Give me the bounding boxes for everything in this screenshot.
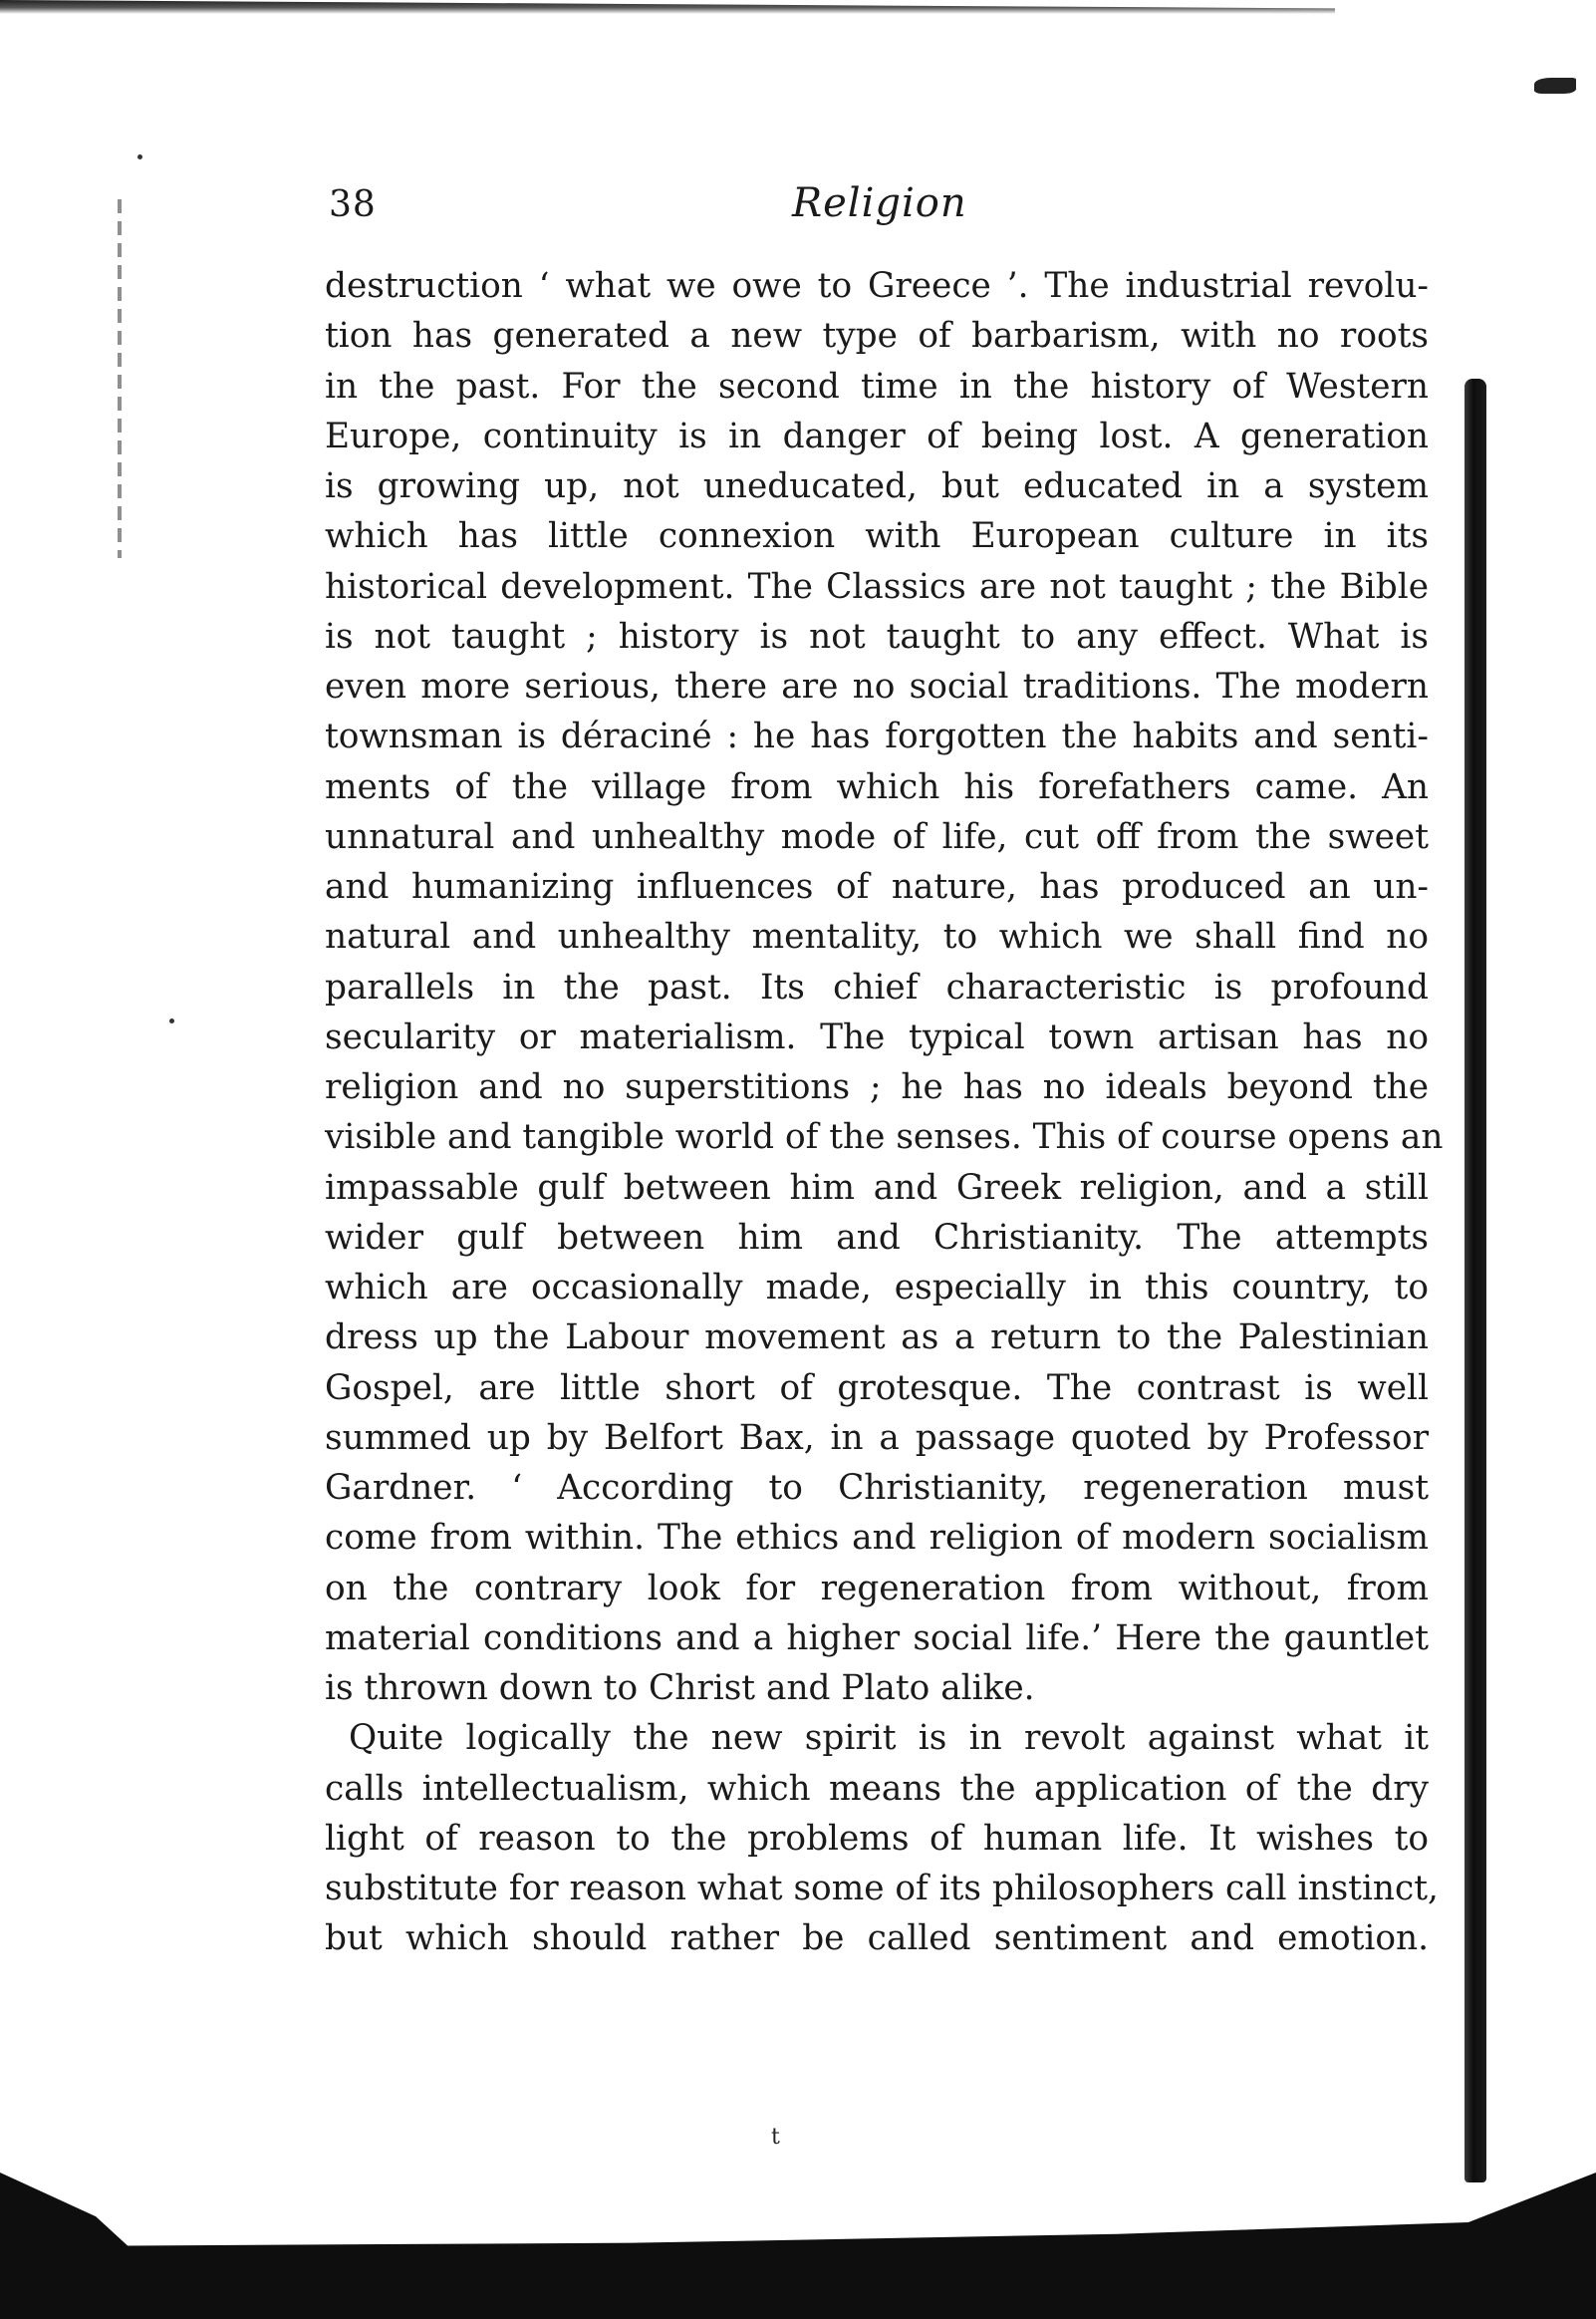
- scan-shadow-bottom: [0, 2173, 1596, 2319]
- scan-shadow-left: [118, 199, 122, 558]
- text-line: which are occasionally made, especially in this country, to: [325, 1268, 1429, 1307]
- text-line: townsman is déraciné : he has forgotten the habits and senti-: [325, 717, 1429, 757]
- paragraph-1: [325, 261, 1444, 1713]
- text-line: is growing up, not uneducated, but educated in a system: [325, 466, 1429, 506]
- text-line: in the past. For the second time in the history of Western: [325, 366, 1429, 407]
- text-line: visible and tangible world of the senses. This of course opens an: [325, 1117, 1444, 1158]
- text-line: historical development. The Classics are not taught ; the Bible: [325, 566, 1429, 607]
- text-line: even more serious, there are no social traditions. The modern: [325, 667, 1429, 707]
- running-head: [329, 174, 1425, 234]
- body-text: [325, 261, 1444, 1964]
- text-line: Gardner. ‘ According to Christianity, regeneration must: [325, 1468, 1429, 1508]
- text-line: which has little connexion with European culture in its: [325, 516, 1429, 557]
- text-line: natural and unhealthy mentality, to which we shall find no: [325, 917, 1429, 958]
- text-line: parallels in the past. Its chief characteristic is profound: [325, 967, 1429, 1008]
- text-line: tion has generated a new type of barbarism, with no roots: [325, 316, 1429, 357]
- text-line: wider gulf between him and Christianity. The attempts: [325, 1217, 1429, 1258]
- text-line: destruction ‘ what we owe to Greece ’. The industrial revolu-: [325, 266, 1429, 306]
- text-line: unnatural and unhealthy mode of life, cut off from the sweet: [325, 816, 1429, 857]
- text-line: impassable gulf between him and Greek religion, and a still: [325, 1167, 1429, 1208]
- text-line: material conditions and a higher social life.’ Here the gauntlet: [325, 1617, 1429, 1658]
- text-line: ments of the village from which his forefathers came. An: [325, 766, 1429, 807]
- scan-speck: [137, 154, 142, 159]
- text-line: is not taught ; history is not taught to any effect. What is: [325, 616, 1429, 657]
- text-line: but which should rather be called sentiment and emotion.: [325, 1918, 1429, 1959]
- text-line: calls intellectualism, which means the application of the dry: [325, 1768, 1429, 1809]
- text-line: Quite logically the new spirit is in revolt against what it: [349, 1718, 1429, 1759]
- footer-mark: t: [771, 2125, 780, 2150]
- text-line: dress up the Labour movement as a return to the Palestinian: [325, 1317, 1429, 1358]
- scan-speck: [169, 1018, 174, 1023]
- text-line: come from within. The ethics and religion of modern socialism: [325, 1518, 1429, 1559]
- scan-shadow-top: [0, 0, 1335, 14]
- scan-shadow-right: [1464, 379, 1486, 2182]
- text-line: religion and no superstitions ; he has no ideals beyond the: [325, 1067, 1429, 1107]
- text-line: light of reason to the problems of human life. It wishes to: [325, 1818, 1429, 1859]
- text-line: Europe, continuity is in danger of being lost. A generation: [325, 416, 1429, 456]
- text-line: on the contrary look for regeneration from without, from: [325, 1568, 1429, 1608]
- text-line: Gospel, are little short of grotesque. The contrast is well: [325, 1367, 1429, 1408]
- text-line: summed up by Belfort Bax, in a passage quoted by Professor: [325, 1417, 1429, 1458]
- paragraph-2: [325, 1713, 1439, 1963]
- scan-shadow-corner: [1534, 78, 1576, 94]
- text-line: substitute for reason what some of its philosophers call instinct,: [325, 1869, 1439, 1908]
- text-line: secularity or materialism. The typical town artisan has no: [325, 1016, 1429, 1057]
- text-line: and humanizing influences of nature, has produced an un-: [325, 867, 1429, 907]
- running-title: Religion: [792, 180, 967, 226]
- text-line: is thrown down to Christ and Plato alike.: [325, 1668, 1035, 1708]
- page-number: 38: [329, 184, 377, 225]
